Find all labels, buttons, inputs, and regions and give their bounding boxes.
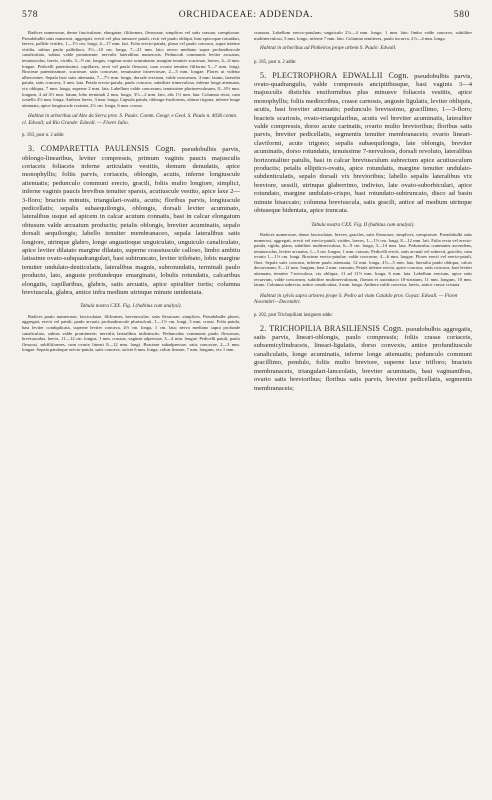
habitat-note: Habitat in arboribus ad Alto da Serra prov. S. Paulo: Comm. Geogr. e Geol. S. Paulo n. 4036 comm. cl. Edwall; ad Rio Grande: Edwall. — Floret Julio.: [22, 113, 238, 126]
running-title: ORCHIDACEAE: ADDENDA.: [178, 10, 314, 20]
species-title: 5. PLECTROPHORA EDWALLII Cogn.: [260, 70, 409, 80]
right-column: [254, 30, 472, 393]
description-continued: Radices numerosae, dense fasciculatae, elongatae, filiformes, flexuosae, simplices vel satis crassae, caespitosae. Pseudobulbi satis numerosi, aggregati, erecti vel plus minusve patuli, recti vel paulo obliqui, basi episcopae rotundati, laeves, pallide virides, 1—1½ cm. longi, 4—17 mm. lati. Folia erecto-patula, plana vel paulo concava, supra intense viridia, subtus paulo pallidiora, 3½—10 cm. longa, 7—21 mm. lato; nervo mediano supra profundiuscule canaliculato, subtus valde prominente; nervulis lateralibus numerosis. Pedunculi communis leviter arcuatus, tenuiusculus, laevis, viridis, 3—9 cm. longus; vaginae acute acuminatae, margine tenuiter scariosae, laeves, 4—6 mm. longae. Pedicelli patentissimi, capillares, recti vel paulo flexuosi, cum ovario tenuiter filiformi 5—7 mm. longi. Bracteae patentissimae, scariosae, satis concavae, tenuissime trinerviosae, 2—5 mm. longae. Flores ut videtur albescentes. Sepala basi satis attenuata, 7—7½ mm. longa, dorsale erectum, valde concavum, 4 mm. latum, lateralia patula, satis concava, 3 mm. lata. Petala erecto-patula, paulo concava, subtiliter trinervulosa, inferne longe attenuata, vix obliqua, 7 mm. longa, superne 2 mm. lata. Labellum valde concavum, tenuissime plurinervulosum, 8—8½ mm. longum, 4 ad 4½ mm. latum; lobo terminali 2 mm. longo, 3½—2 mm. lato, alis 1½ mm. lata. Columna recta, cum rostello 4½ mm. longa. Anthera laevis, 3 mm. longa. Capsula patula, oblongo-fusiformis, obtuse trigona, inferne longe attenuata, apice longiuscule rostrata, 2½ cm. longa, 6 mm. crassa.: [22, 30, 240, 108]
page-number-right: 580: [453, 10, 470, 20]
page-number-left: 578: [22, 10, 39, 20]
species-description: pseudobulbis parvis, oblongo-linearibus, leviter compressis, primum vaginis paucis majusculis coriaceis foliaceis inferne articulatis vestitis, demum denudatis, apice monophyllis; foliis parvis, coriaceis, oblongis, acutis, inferne longiuscule attenuatis; pedunculo communi erecto, gracili, foliis multo longiore, simplici, inferne vaginis paucis brevibus tenuiter sparsis, acutiuscule vestito, apice laxe 2—3-floro; bracteis minutis, triangulari-ovatis, acutis; floribus parvis, longiuscule pedicellatis; sepalis subaequilongis, oblongis, dorsali leviter acuminato, lateralibus usque ad apicem in calcar acutum connatis, basi in calcar elongatum obtusum valde arcuatum productis; petalis oblongis, breviter acuminatis, sepalo dorsali aequilongis; labello tenuiter membranaceo, sepala lateralibus satis longiore, utrinque glabro, longe angustioque unguiculato, unguiculo canaliculato, apice leviter dilatato margine dilatato, superne crassiuscule calloso, limbo ambitu latissime ovato-subquadrangulari, basi subtruncato, leviter trilobato, lobis margine tenuiter undulato-denticulatis, lateralibus magnis, subrotundatis, terminali paulo producto, lato, anguste profundeque emarginato, lobulis rotundatis, calcaribus elongatis, capillaribus, glabris, satis arcuatis, apice spiraliter tortis; columna breviuscula, glabra, antice infra medium utrinque minute unidentata.: [22, 146, 241, 297]
species-title: 3. COMPARETTIA PAULENSIS Cogn.: [28, 144, 176, 154]
species-details: Radices numerosae, dense fasciculatae, breves, graciles, satis flexuosae, simplices, caespitosae. Pseudobulbi satis numerosi, aggregati, erecti vel erecto-patuli, virides, laeves, 1—1½ cm. longi, 8—12 mm. lati. Folia recta vel erecto-patula, rigida, plana, subtiliter multinervulosa, 6—9 cm. longa, 3—14 mm. lata. Pedunculus communis ascendens, tenuiusculus, leviter arcuatus, 1—3 cm. longus, 1 mm. crassus. Pedicelli erecti, satis arcuati vel subrecti, graciles, cum ovario 1—1½ cm. longi. Bracteae erecto-patulae, valde concavae, 4—6 mm. longae. Flores erecti vel erecto-patuli, flavi. Sepala satis concava, inferne paulo attenuata, 12 mm. longa, 4½—5 mm. lata, lateralia paulo obliqua; calcar decurvatum, 9—12 mm. longum, basi 2 mm. crassum. Petala inferne erecta, apice concava, satis concava, basi leviter attenuata, tenuiter 7-nervulosa, vix obliqua, 11 ad 11½ mm. longa, 6 mm. lata. Labellum erectum, apice satis recurvum, valde concavum, subtiliter multinervulosum, flavum et aurantiaco 10-striatum, 11 mm. longum, 10 mm. latum. Columna subrecta, antice canaliculata, 4 mm. longa. Anthera valde convexa, laevis, antice crasse cristata.: [254, 231, 472, 288]
page-reference: p. 183, post n. 2 adde:: [22, 133, 65, 139]
left-column: [22, 30, 240, 353]
description-continued: crassum. Labellum erecto-patulum; unguiculo 2½—4 mm. longo, 1 mm. lato; limbo valde concavo, subtiliter multinervuloso, 5 mm. longo, inferne 7 mm. lato. Columna semiteres, paulo incurva, 2½—4 mm. longa.: [254, 30, 472, 41]
species-details: Radices paulo numerosae, fasciculatae, filiformes, breviusculae, satis flexuosae, simplices. Pseudobulbi plures, aggregati, erecti vel patuli, paulo arcuati, profundiuscule plurisulcati, 1—1½ cm. longi, 3 mm. crassi. Folia patula, basi leviter conduplicata, superne leviter concava, 4½ cm. longa, 1 cm. lata; nervo mediano supra profunde canaliculato, subtus valde prominente; nervulis lateralibus indistinctis. Pedunculus communis paulo flexuosus, breviusculus, laevis, 11—12 cm. longus, 1 mm. crassus; vaginae adpressae, 3—4 mm. longae. Pedicelli patuli, paulo flexuosi, subfiliformes, cum ovario lineari 8—12 mm. longi. Bracteae subadpressae, satis concavae, 2—3 mm. longae. Sepala patulaque erecto-patula, satis concava, stricte 6 mm. longa; calcar lineare, 7 mm. longum, vix 1 mm.: [22, 313, 240, 353]
habitat-note: Habitat in sylvis supra arbores prope S. Pedro ad viam Cataldo prov. Goyaz: Edwall. — Floret Novembri—Decembri.: [254, 292, 458, 306]
species-entry: [254, 71, 472, 216]
habitat-note: Habitat in arboribus ad Pinheiros prope urbem S. Paulo: Edwall.: [260, 45, 397, 52]
page-reference: p. 202, post Trichopiliam insignem adde:: [254, 312, 333, 318]
species-description: pseudobulbis parvis, ovato-quadrangulis, valde compressis ancipitibusque, basi vaginis 3—4 majusculis distichis ensiformibus plus minusve foliaceis vestitis, apice monophyllis; foliis mediocribus, crasse carnosis, anguste ligulatis, leviter obliquis, acutis, basi breviter attenuatis; pedunculo brevissimo, gracillimo, 1—3-floro; bracteis scariosis, ovato-triangularibus, acutis vel breviter acuminatis, lateraliter valde compressis, dorso acute carinatis, ovario multo brevioribus; floribus satis parvis, breviter pedicellatis, segmentis tenuiter membranaceis; ovario lineari-claviformi, acute trigono; sepalis subaequilongis, late oblongis, breviter acuminatis, dorso rotundatis, tenuissime 7-nervulosis, dorsali revoluto, lateralibus horizontaliter patulis, basi in calcar breviusculum subrectum apice acutiusculum productis; petalis elliptico-ovatis, apice rotundatis, margine tenuiter undulato-subdenticulatis, sepalo dorsali vix brevioribus; labello sepalis lateralibus vix breviore, sessili, utrinque glaberrimo, indiviso, late ovato-suborbiculari, apice rotundato, margine undulato-crispo, basi rotundato-subtruncato, disco ad basin minute bisaccato; columna breviuscula, satis gracili, antice ad medium utrinque obtuseque bidentata, apice truncata.: [254, 72, 473, 215]
plate-caption: Tabula nostra CXX. Fig. I (habitus cum analysi).: [80, 303, 182, 310]
species-title: 2. TRICHOPILIA BRASILIENSIS Cogn.: [260, 323, 404, 333]
species-entry: [254, 324, 472, 393]
species-entry: [22, 144, 240, 297]
running-header: [22, 10, 470, 24]
species-description: pseudobulbis aggregatis, satis parvis, lineari-oblongis, paulo compressis; foliis crasse coriaceis, subsemicylindraceis, lineari-ligulatis, dorso convexis, antice profundiuscule canaliculatis, longe acuminatis, inferne longe attenuatis; pedunculo communi gracillimo, pendulo, foliis multo breviore, superne laxe trifloro; bracteis membranaceis, triangulari-lanceolatis, breviter acuminatis, basi vaginantibus, ovario satis brevioribus; floribus satis parvis, breviter pedicellatis, segmentis membranaceis;: [254, 325, 472, 392]
page-reference: p. 185, post n. 2 adde:: [254, 59, 297, 65]
plate-caption: Tabula nostra CXX. Fig. II (habitus cum analysi).: [311, 221, 415, 228]
